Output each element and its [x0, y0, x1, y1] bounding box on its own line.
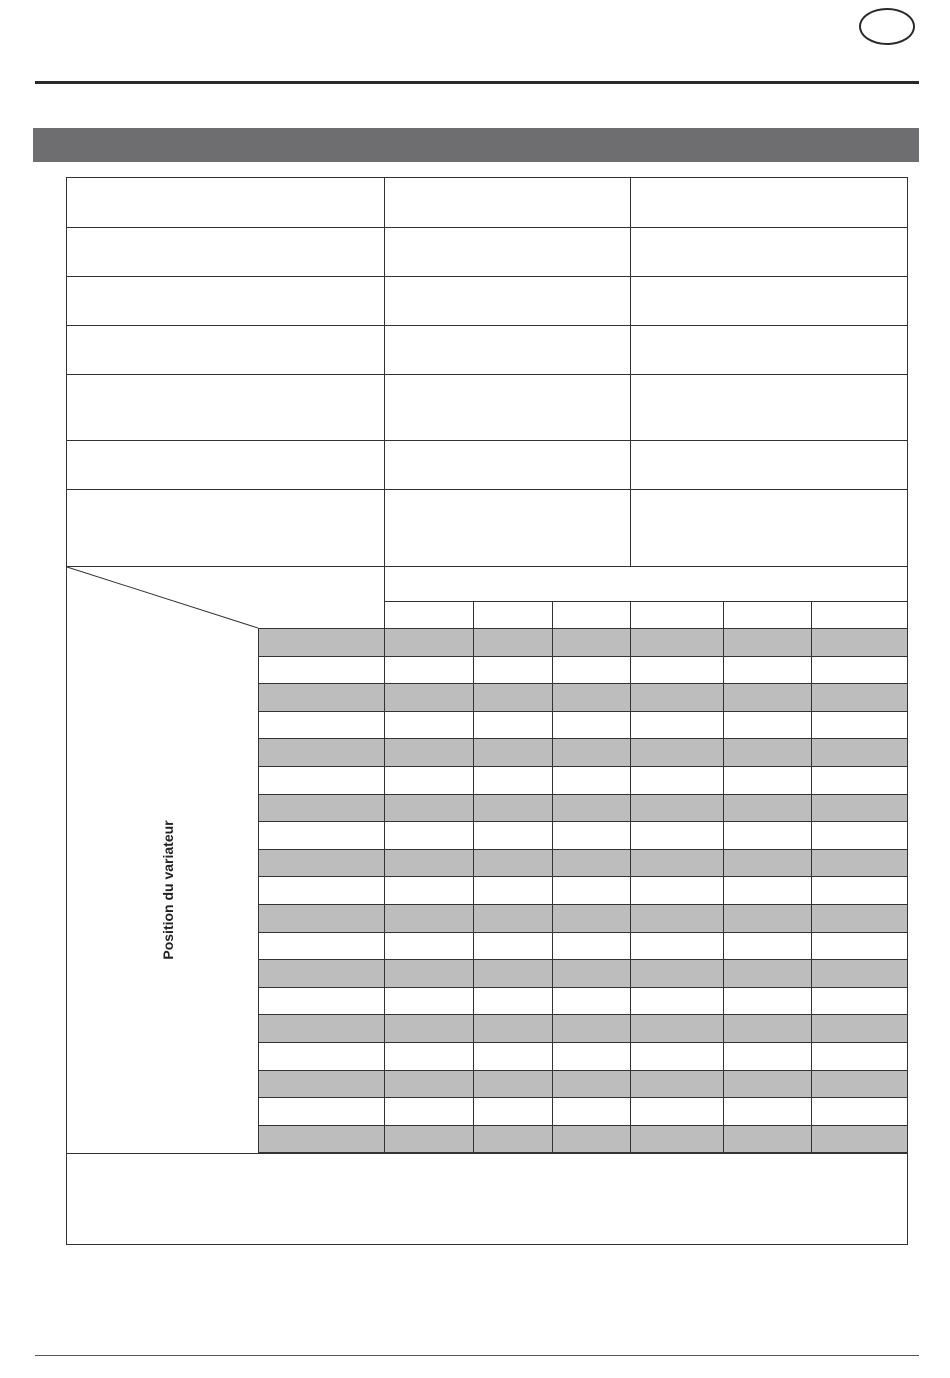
footer-rule	[35, 1355, 919, 1356]
rotated-header-text: Position du variateur	[160, 820, 176, 960]
